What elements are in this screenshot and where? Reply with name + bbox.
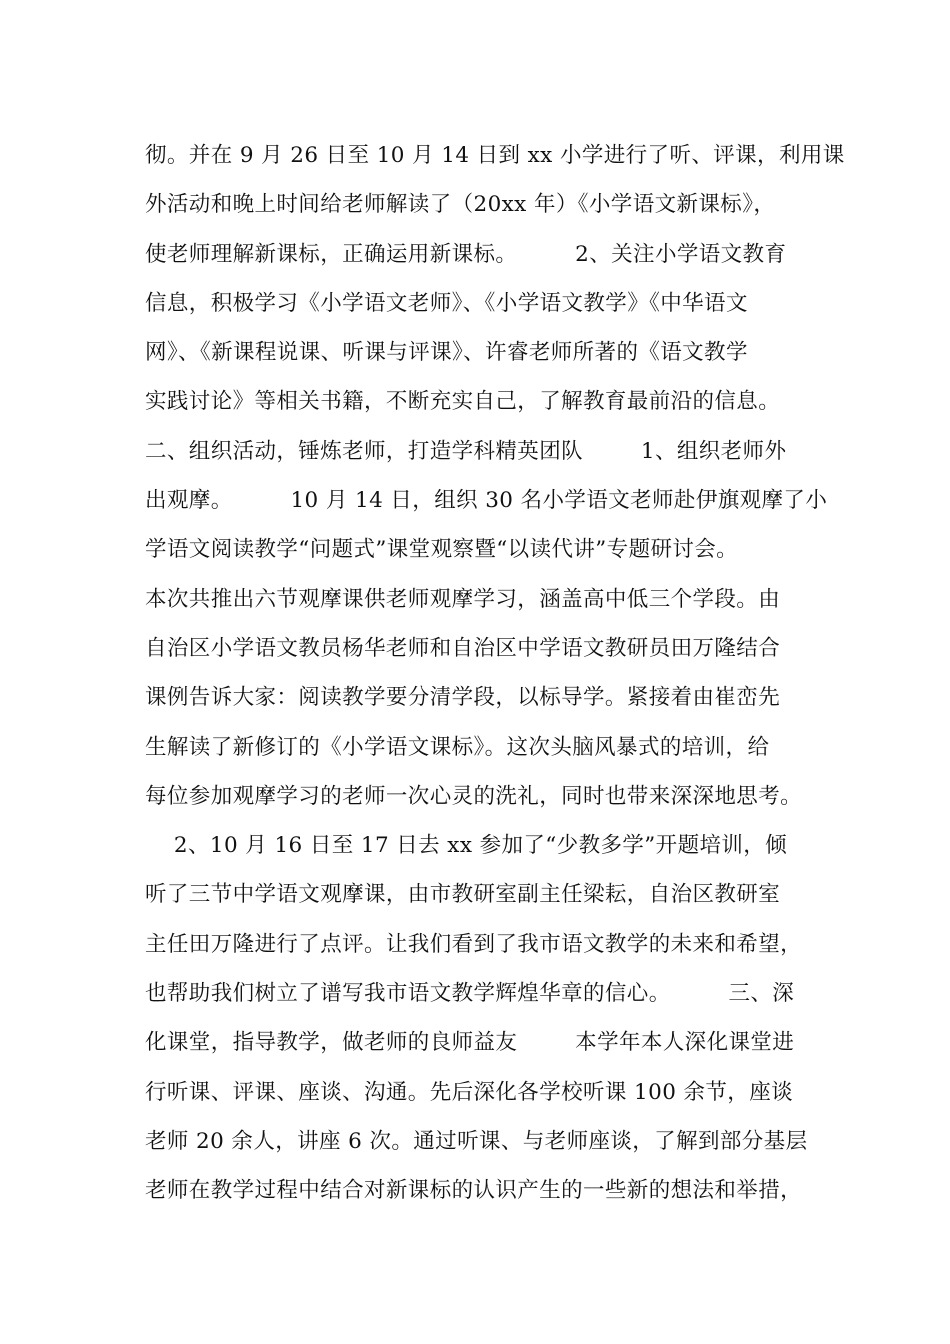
text-line: 也帮助我们树立了谱写我市语文教学辉煌华章的信心。 三、深 — [145, 981, 795, 1007]
text-line: 行听课、评课、座谈、沟通。先后深化各学校听课 100 余节，座谈 — [145, 1079, 794, 1105]
text-line: 出观摩。 10 月 14 日，组织 30 名小学语文老师赴伊旗观摩了小 — [145, 488, 828, 514]
text-line: 主任田万隆进行了点评。让我们看到了我市语文教学的未来和希望， — [145, 931, 803, 957]
text-line: 信息，积极学习《小学语文老师》、《小学语文教学》《中华语文 — [145, 290, 748, 316]
text-line: 本次共推出六节观摩课供老师观摩学习，涵盖高中低三个学段。由 — [145, 586, 781, 612]
text-line: 网》、《新课程说课、听课与评课》、许睿老师所著的《语文教学 — [145, 340, 748, 366]
text-line: 实践讨论》等相关书籍，不断充实自己，了解教育最前沿的信息。 — [145, 389, 781, 415]
text-line: 彻。并在 9 月 26 日至 10 月 14 日到 xx 小学进行了听、评课，利用课 — [145, 143, 845, 168]
document-body — [145, 131, 845, 1216]
text-line: 使老师理解新课标，正确运用新课标。 2、关注小学语文教育 — [145, 241, 787, 267]
text-line: 课例告诉大家：阅读教学要分清学段，以标导学。紧接着由崔峦先 — [145, 685, 781, 711]
text-line: 老师 20 余人，讲座 6 次。通过听课、与老师座谈，了解到部分基层 — [145, 1128, 808, 1154]
text-line: 老师在教学过程中结合对新课标的认识产生的一些新的想法和举措， — [145, 1178, 803, 1204]
text-line: 2、10 月 16 日至 17 日去 xx 参加了“少教多学”开题培训，倾 — [145, 833, 788, 859]
text-line: 生解读了新修订的《小学语文课标》。这次头脑风暴式的培训，给 — [145, 734, 770, 760]
text-line: 每位参加观摩学习的老师一次心灵的洗礼，同时也带来深深地思考。 — [145, 783, 803, 809]
text-line: 二、组织活动，锤炼老师，打造学科精英团队 1、组织老师外 — [145, 438, 787, 464]
text-line: 化课堂，指导教学，做老师的良师益友 本学年本人深化课堂进 — [145, 1030, 795, 1056]
text-line: 外活动和晚上时间给老师解读了（20xx 年）《小学语文新课标》， — [145, 192, 776, 218]
text-line: 自治区小学语文教员杨华老师和自治区中学语文教研员田万隆结合 — [145, 635, 781, 661]
text-line: 听了三节中学语文观摩课，由市教研室副主任梁耘，自治区教研室 — [145, 882, 781, 908]
text-line: 学语文阅读教学“问题式”课堂观察暨“以读代讲”专题研讨会。 — [145, 537, 739, 563]
